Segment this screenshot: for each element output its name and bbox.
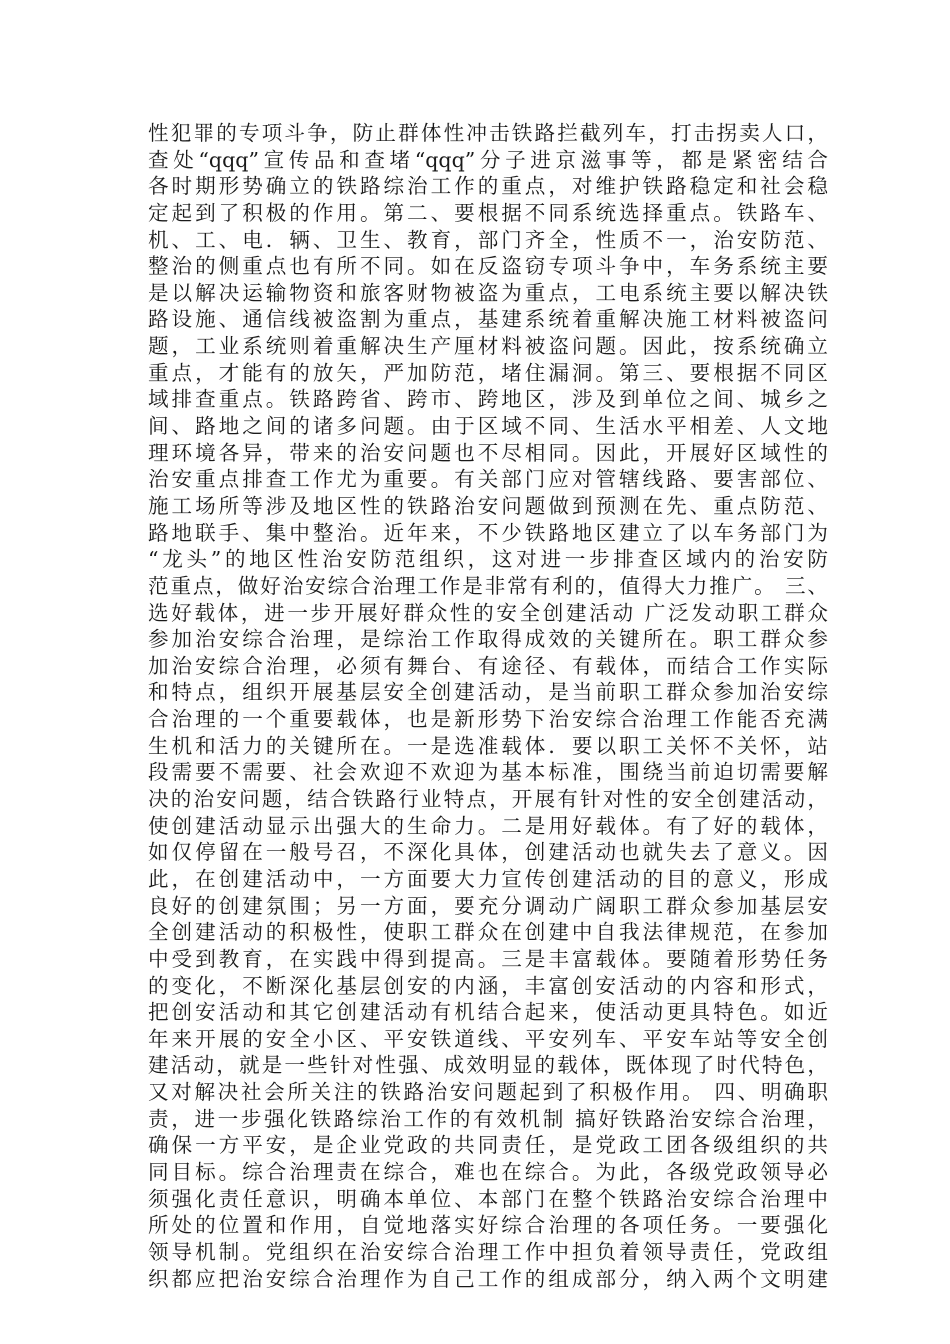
text-line: 间、路地之间的诸多问题。由于区域不同、生活水平相差、人文地 bbox=[148, 414, 828, 439]
text-line: 使创建活动显示出强大的生命力。二是用好载体。有了好的载体， bbox=[148, 813, 828, 838]
text-line: 路设施、通信线被盗割为重点，基建系统着重解决施工材料被盗问 bbox=[148, 307, 828, 332]
text-line: 决的治安问题，结合铁路行业特点，开展有针对性的安全创建活动， bbox=[148, 787, 828, 812]
text-line: 范重点，做好治安综合治理工作是非常有利的，值得大力推广。 三、 bbox=[148, 573, 828, 598]
text-line: 域排查重点。铁路跨省、跨市、跨地区，涉及到单位之间、城乡之 bbox=[148, 387, 828, 412]
text-line: 须强化责任意识，明确本单位、本部门在整个铁路治安综合治理中 bbox=[148, 1186, 828, 1211]
text-line: 生机和活力的关键所在。一是选准载体．要以职工关怀不关怀，站 bbox=[148, 733, 828, 758]
text-line: 所处的位置和作用，自觉地落实好综合治理的各项任务。一要强化 bbox=[148, 1213, 828, 1238]
text-line: 参加治安综合治理，是综治工作取得成效的关键所在。职工群众参 bbox=[148, 627, 828, 652]
text-line: 理环境各异，带来的治安问题也不尽相同。因此，开展好区域性的 bbox=[148, 440, 828, 465]
text-line: 把创安活动和其它创建活动有机结合起来，使活动更具特色。如近 bbox=[148, 1000, 828, 1025]
text-line: 织都应把治安综合治理作为自己工作的组成部分，纳入两个文明建 bbox=[148, 1266, 828, 1291]
text-line: 合治理的一个重要载体，也是新形势下治安综合治理工作能否充满 bbox=[148, 707, 828, 732]
text-line: 重点，才能有的放矢，严加防范，堵住漏洞。第三、要根据不同区 bbox=[148, 360, 828, 385]
text-line: 同目标。综合治理责在综合，难也在综合。为此，各级党政领导必 bbox=[148, 1159, 828, 1184]
text-line: 全创建活动的积极性，使职工群众在创建中自我法律规范，在参加 bbox=[148, 920, 828, 945]
text-line: 此，在创建活动中，一方面要大力宣传创建活动的目的意义，形成 bbox=[148, 866, 828, 891]
text-line: 良好的创建氛围；另一方面，要充分调动广阔职工群众参加基层安 bbox=[148, 893, 828, 918]
text-line: 机、工、电．辆、卫生、教育，部门齐全，性质不一，治安防范、 bbox=[148, 227, 828, 252]
text-line: 各时期形势确立的铁路综治工作的重点，对维护铁路稳定和社会稳 bbox=[148, 174, 828, 199]
text-line: 领导机制。党组织在治安综合治理工作中担负着领导责任，党政组 bbox=[148, 1239, 828, 1264]
text-line: 建活动，就是一些针对性强、成效明显的载体，既体现了时代特色， bbox=[148, 1053, 828, 1078]
text-line: 是以解决运输物资和旅客财物被盗为重点，工电系统主要以解决铁 bbox=[148, 280, 828, 305]
text-line: 又对解决社会所关注的铁路治安问题起到了积极作用。 四、明确职 bbox=[148, 1080, 828, 1105]
text-line: 和特点，组织开展基层安全创建活动，是当前职工群众参加治安综 bbox=[148, 680, 828, 705]
text-line: 如仅停留在一般号召，不深化具体，创建活动也就失去了意义。因 bbox=[148, 840, 828, 865]
text-line: 加治安综合治理，必须有舞台、有途径、有载体，而结合工作实际 bbox=[148, 653, 828, 678]
text-line: 查处“qqq”宣传品和查堵“qqq”分子进京滋事等，都是紧密结合 bbox=[148, 147, 828, 172]
text-line: 定起到了积极的作用。第二、要根据不同系统选择重点。铁路车、 bbox=[148, 200, 828, 225]
text-line: 段需要不需要、社会欢迎不欢迎为基本标准，围绕当前迫切需要解 bbox=[148, 760, 828, 785]
text-line: 整治的侧重点也有所不同。如在反盗窃专项斗争中，车务系统主要 bbox=[148, 254, 828, 279]
text-line: “龙头”的地区性治安防范组织，这对进一步排查区域内的治安防 bbox=[148, 547, 828, 572]
text-line: 性犯罪的专项斗争，防止群体性冲击铁路拦截列车，打击拐卖人口， bbox=[148, 121, 828, 145]
text-line: 中受到教育，在实践中得到提高。三是丰富载体。要随着形势任务 bbox=[148, 946, 828, 971]
text-line: 施工场所等涉及地区性的铁路治安问题做到预测在先、重点防范、 bbox=[148, 493, 828, 518]
text-line: 年来开展的安全小区、平安铁道线、平安列车、平安车站等安全创 bbox=[148, 1026, 828, 1051]
text-line: 题，工业系统则着重解决生产厘材料被盗问题。因此，按系统确立 bbox=[148, 334, 828, 359]
text-line: 责，进一步强化铁路综治工作的有效机制 搞好铁路治安综合治理， bbox=[148, 1106, 828, 1131]
text-line: 选好载体，进一步开展好群众性的安全创建活动 广泛发动职工群众 bbox=[148, 600, 828, 625]
text-line: 治安重点排查工作尤为重要。有关部门应对管辖线路、要害部位、 bbox=[148, 467, 828, 492]
body-text bbox=[148, 120, 828, 1292]
text-line: 路地联手、集中整治。近年来，不少铁路地区建立了以车务部门为 bbox=[148, 520, 828, 545]
text-line: 确保一方平安，是企业党政的共同责任，是党政工团各级组织的共 bbox=[148, 1133, 828, 1158]
text-line: 的变化，不断深化基层创安的内涵，丰富创安活动的内容和形式， bbox=[148, 973, 828, 998]
